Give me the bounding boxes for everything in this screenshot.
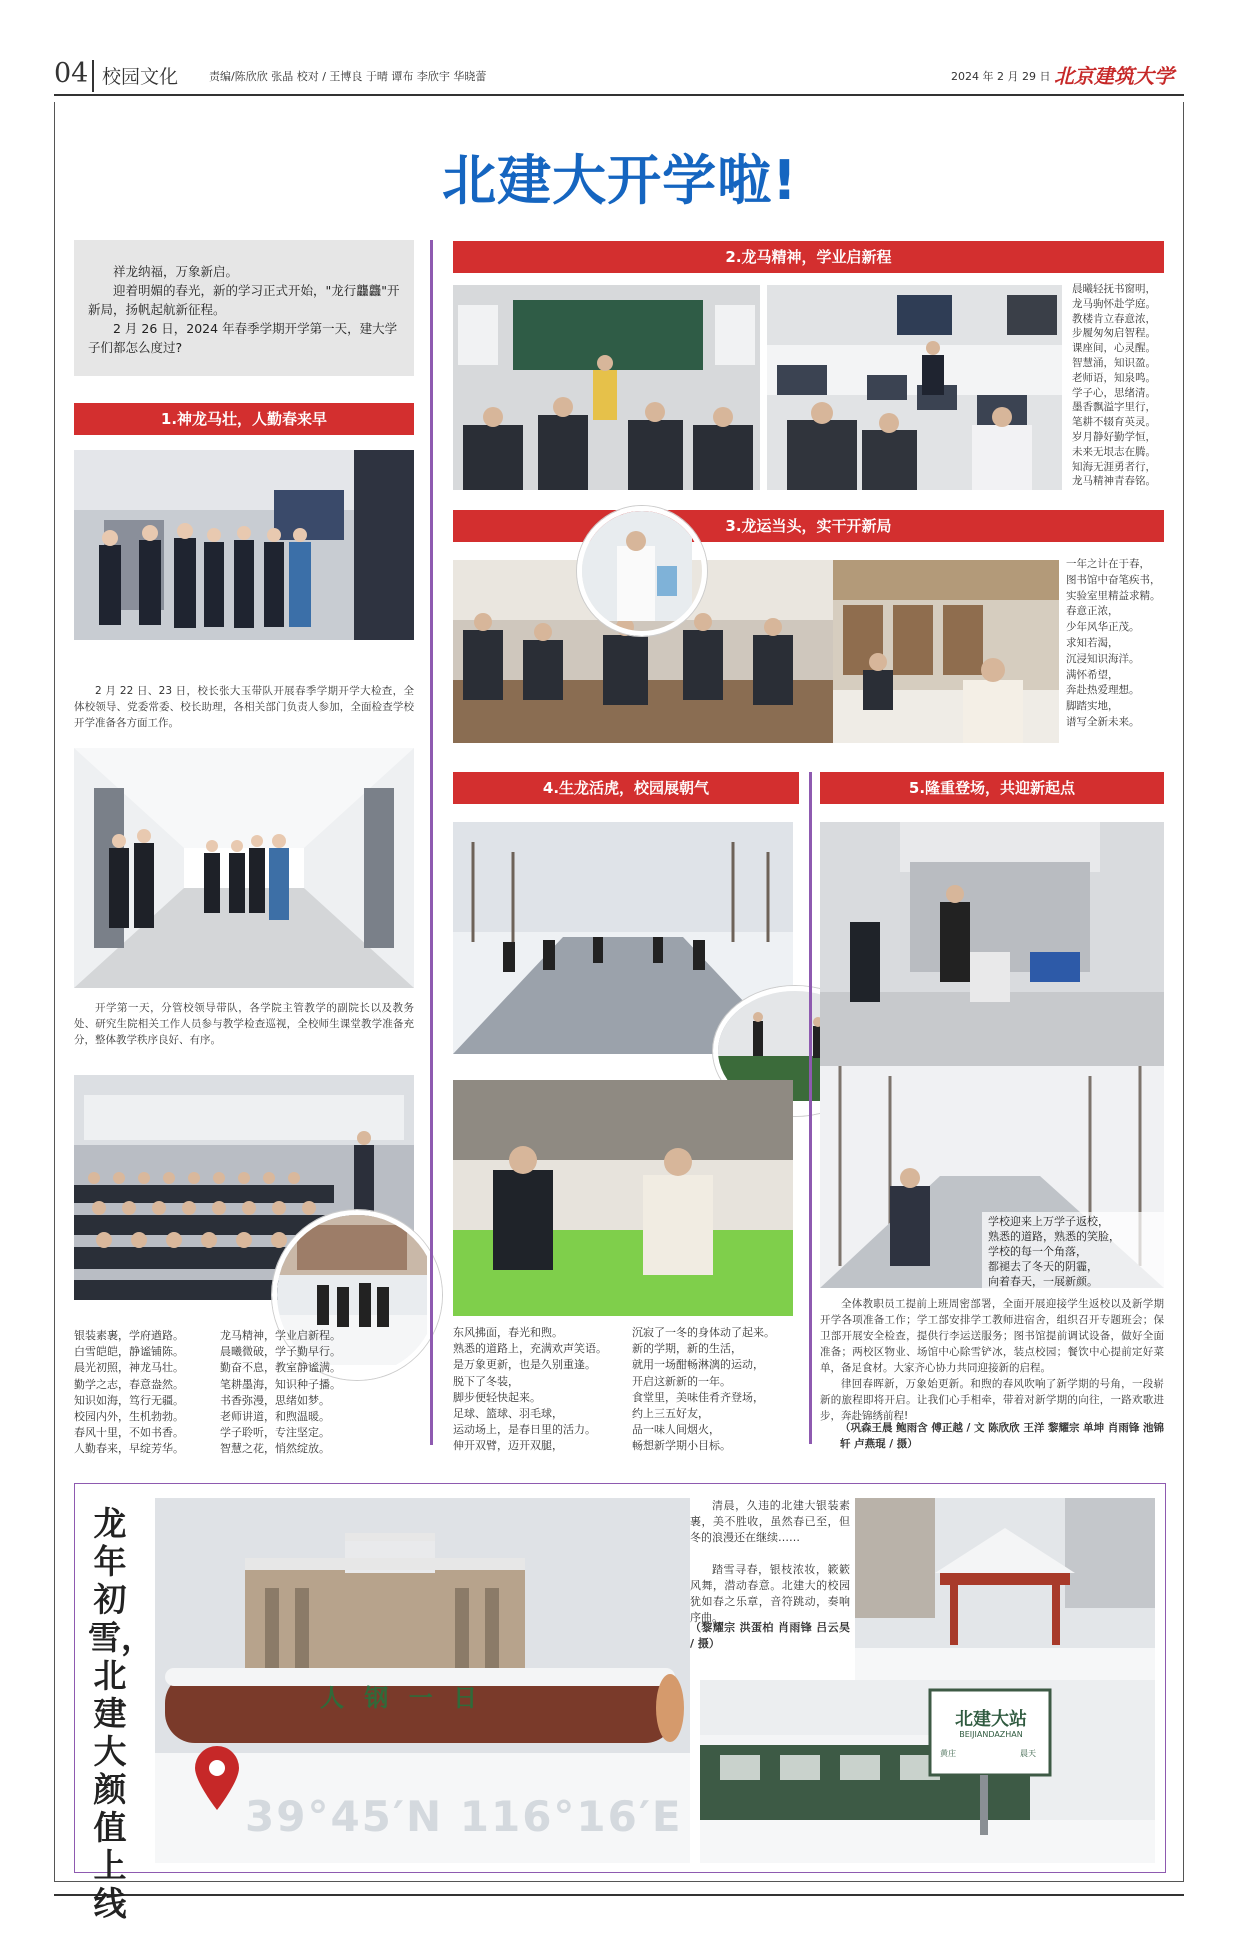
- poem-line: 学子聆听，专注坚定。: [220, 1426, 330, 1440]
- photo-credits: （巩森王晨 鲍雨含 傅正越 / 文 陈欣欣 王洋 黎耀宗 单坤 肖雨锋 池锦轩 卢燕琨 / 摄）: [840, 1422, 1164, 1450]
- photo-inspection-room: [74, 450, 414, 640]
- poem-line: 银装素裹，学府遒路。: [74, 1329, 184, 1342]
- poem-4a: [453, 1325, 643, 1455]
- poem-line: 智慧涌，知识盈。: [1072, 356, 1156, 369]
- station-sign-left: 黄庄: [940, 1749, 956, 1758]
- poem-line: 校园内外，生机勃勃。: [74, 1410, 184, 1424]
- poem-line: 智慧之花，悄然绽放。: [220, 1442, 330, 1456]
- poem-line: 脱下了冬装，: [453, 1374, 519, 1388]
- poem-4b: [632, 1325, 802, 1455]
- photo-library-reader: [833, 560, 1059, 743]
- poem-line: 一年之计在于春，: [1066, 558, 1150, 570]
- poem-line: 教楼肯立春意浓，: [1072, 312, 1156, 325]
- poem-line: 春风十里，不如书香。: [74, 1426, 184, 1440]
- poem-line: 实验室里精益求精。: [1066, 589, 1161, 602]
- poem-line: 老师语，知泉鸣。: [1072, 371, 1156, 384]
- snow-section-title: 龙年初雪，北建大颜值上线: [88, 1504, 154, 1923]
- poem-line: 岁月静好勤学恒，: [1072, 430, 1156, 443]
- poem-line: 约上三五好友，: [632, 1407, 709, 1421]
- section-banner-3: 3.龙运当头，实干开新局: [453, 510, 1164, 542]
- station-sign-name: 北建大站: [955, 1709, 1027, 1730]
- coordinate-marker: 39°45′N 116°16′E: [245, 1792, 683, 1841]
- poem-line: 少年风华正茂。: [1066, 621, 1140, 634]
- header-divider: [92, 60, 94, 92]
- poem-line: 未来无垠志在腾。: [1072, 445, 1156, 458]
- poem-line: 沉浸知识海洋。: [1066, 652, 1140, 665]
- poem-line: 笔耕墨海，知识种子播。: [220, 1377, 341, 1391]
- poem-line: 书香弥漫，思绪如梦。: [220, 1393, 330, 1407]
- poem-line: 龙马精神，学业启新程。: [220, 1329, 341, 1342]
- page-title: 北建大开学啦!: [442, 149, 798, 212]
- poem-line: 奔赴热爱理想。: [1066, 684, 1140, 697]
- poem-line: 知海无涯勇者行，: [1072, 460, 1156, 473]
- page-number: 04: [54, 58, 89, 89]
- intro-paragraph: 2 月 26 日，2024 年春季学期开学第一天，建大学子们都怎么度过?: [88, 321, 398, 355]
- caption-new-term: 律回春晖新，万象始更新。和煦的春风吹响了新学期的号角，一段崭新的旅程即将开启。让我们心手相牵，带着对新学期的向往，一路欢歌进步，奔赴锦绣前程!: [820, 1378, 1164, 1422]
- poem-3: [1066, 557, 1166, 731]
- poem-line: 图书馆中奋笔疾书，: [1066, 573, 1161, 586]
- poem-1a: [74, 1328, 184, 1458]
- poem-line: 知识如海，笃行无疆。: [74, 1393, 184, 1407]
- poem-line: 脚踏实地，: [1066, 700, 1119, 713]
- poem-line: 墨香飘溢字里行，: [1072, 401, 1156, 414]
- photo-gate-arrival: [820, 822, 1164, 1066]
- poem-line: 求知若渴，: [1066, 636, 1119, 649]
- photo-canteen: [453, 1080, 793, 1316]
- photo-computer-lab: [767, 285, 1062, 490]
- poem-line: 满怀希望，: [1066, 668, 1119, 681]
- snow-text-a: 清晨，久违的北建大银装素裹，美不胜收，虽然春已至，但冬的浪漫还在继续……: [690, 1499, 850, 1544]
- poem-line: 春意正浓，: [1066, 605, 1119, 618]
- snow-text-b: 踏雪寻春，银枝浓妆，簌簌风舞，潜动春意。北建大的校园犹如春之乐章，音符跳动，奏响序曲。: [690, 1563, 850, 1624]
- poem-1b: [220, 1328, 360, 1458]
- stone-inscription: 人 钢 一 日: [320, 1684, 484, 1712]
- photo-snow-pavilion: [855, 1498, 1155, 1680]
- intro-paragraph: 迎着明媚的春光，新的学习正式开始，"龙行龘龘"开新局，扬帆起航新征程。: [88, 283, 400, 317]
- poem-line: 晨曦轻抚书窗明，: [1072, 283, 1156, 295]
- poem-line: 脚步便轻快起来。: [453, 1390, 541, 1404]
- photo-snow-train-station: [700, 1680, 1155, 1863]
- poem-line: 食堂里，美味佳肴齐登场，: [632, 1390, 764, 1404]
- caption-preparation: 全体教职员工提前上班周密部署，全面开展迎接学生返校以及新学期开学各项准备工作；学工部安排学工教师进宿舍，组织召开专题班会；保卫部开展安全检查，提供行李运送服务；图书馆提前调试设备，做好全面准备；两校区物业、场馆中心除雪铲冰，装点校园；餐饮中心提前定好菜单，备足食材。大家齐心协力共同迎接新的启程。: [820, 1298, 1164, 1374]
- poem-line: 谱写全新未来。: [1066, 715, 1140, 728]
- overlay-return-text: [982, 1212, 1164, 1291]
- section-banner-2: 2.龙马精神，学业启新程: [453, 241, 1164, 273]
- photo-corridor: [74, 748, 414, 988]
- section-name: 校园文化: [102, 66, 179, 88]
- poem-line: 足球、篮球、羽毛球，: [453, 1407, 563, 1421]
- overlay-line: 都褪去了冬天的阴霾，: [988, 1260, 1098, 1273]
- overlay-line: 学校迎来上万学子返校，: [988, 1215, 1109, 1228]
- column-divider-right: [809, 772, 812, 1444]
- overlay-line: 学校的每一个角落，: [988, 1245, 1087, 1258]
- section-banner-4: 4.生龙活虎，校园展朝气: [453, 772, 799, 804]
- poem-line: 新的学期，新的生活，: [632, 1342, 742, 1356]
- poem-line: 晨曦微破，学子勤早行。: [220, 1345, 341, 1359]
- poem-line: 勤学之志，春意盎然。: [74, 1377, 184, 1391]
- poem-line: 运动场上，是春日里的活力。: [453, 1423, 596, 1437]
- poem-line: 勤奋不息，教室静谧满。: [220, 1361, 341, 1375]
- poem-line: 龙马精神青春铭。: [1072, 475, 1156, 488]
- poem-line: 白雪皑皑，静谧铺陈。: [74, 1345, 184, 1359]
- university-logo: 北京建筑大学: [1054, 64, 1174, 88]
- poem-line: 晨光初照，神龙马壮。: [74, 1361, 184, 1375]
- column-divider: [430, 240, 433, 1445]
- poem-line: 课座间，心灵醒。: [1072, 342, 1156, 355]
- poem-line: 开启这新新的一年。: [632, 1374, 731, 1388]
- poem-line: 龙马驹怀赴学庭。: [1072, 297, 1156, 310]
- poem-line: 东风拂面，春光和煦。: [453, 1326, 563, 1339]
- station-sign-pinyin: BEIJIANDAZHAN: [959, 1730, 1023, 1739]
- overlay-line: 向着春天，一展新颜。: [988, 1275, 1098, 1288]
- poem-line: 品一味人间烟火，: [632, 1423, 720, 1437]
- intro-paragraph: 祥龙纳福，万象新启。: [113, 264, 239, 279]
- photo-circle-lab: [577, 506, 707, 636]
- editor-credits: 责编/陈欣欣 张晶 校对 / 王博良 于晴 谭布 李欣宇 华晓蕾: [209, 70, 487, 83]
- poem-line: 熟悉的道路上，充满欢声笑语。: [453, 1342, 607, 1356]
- page-header: [54, 58, 1184, 96]
- poem-line: 畅想新学期小目标。: [632, 1439, 731, 1453]
- poem-line: 笔耕不辍育英灵。: [1072, 416, 1156, 429]
- overlay-line: 熟悉的道路，熟悉的笑脸，: [988, 1230, 1120, 1243]
- snow-photo-credits: （黎耀宗 洪蛋柏 肖雨锋 吕云昊 / 摄）: [690, 1621, 850, 1650]
- poem-line: 伸开双臂，迈开双腿，: [453, 1439, 563, 1453]
- station-sign-right: 晨天: [1020, 1749, 1036, 1758]
- caption-inspection: 2 月 22 日、23 日，校长张大玉带队开展春季学期开学大检查，全体校领导、党委常委、校长助理，各相关部门负责人参加，全面检查学校开学准备各方面工作。: [74, 685, 414, 729]
- poem-line: 老师讲道，和煦温暖。: [220, 1410, 330, 1424]
- section-banner-1: 1.神龙马壮，人勤春来早: [74, 403, 414, 435]
- poem-line: 就用一场酣畅淋漓的运动，: [632, 1358, 764, 1372]
- poem-line: 沉寂了一冬的身体动了起来。: [632, 1326, 775, 1339]
- poem-line: 人勤春来，早绽芳华。: [74, 1442, 184, 1456]
- intro-box: [74, 240, 414, 376]
- caption-classroom-check: 开学第一天，分管校领导带队，各学院主管教学的副院长以及教务处、研究生院相关工作人员参与教学检查巡视，全校师生课堂教学准备充分，整体教学秩序良好、有序。: [74, 1002, 414, 1046]
- poem-line: 是万象更新，也是久别重逢。: [453, 1358, 596, 1372]
- poem-line: 步履匆匆启智程。: [1072, 327, 1156, 340]
- photo-classroom-lecture: [453, 285, 760, 490]
- section-banner-5: 5.隆重登场，共迎新起点: [820, 772, 1164, 804]
- poem-line: 学子心，思绪清。: [1072, 386, 1156, 399]
- poem-2: [1072, 282, 1167, 489]
- issue-date: 2024 年 2 月 29 日: [951, 70, 1051, 83]
- bottom-rule: [54, 1894, 1184, 1896]
